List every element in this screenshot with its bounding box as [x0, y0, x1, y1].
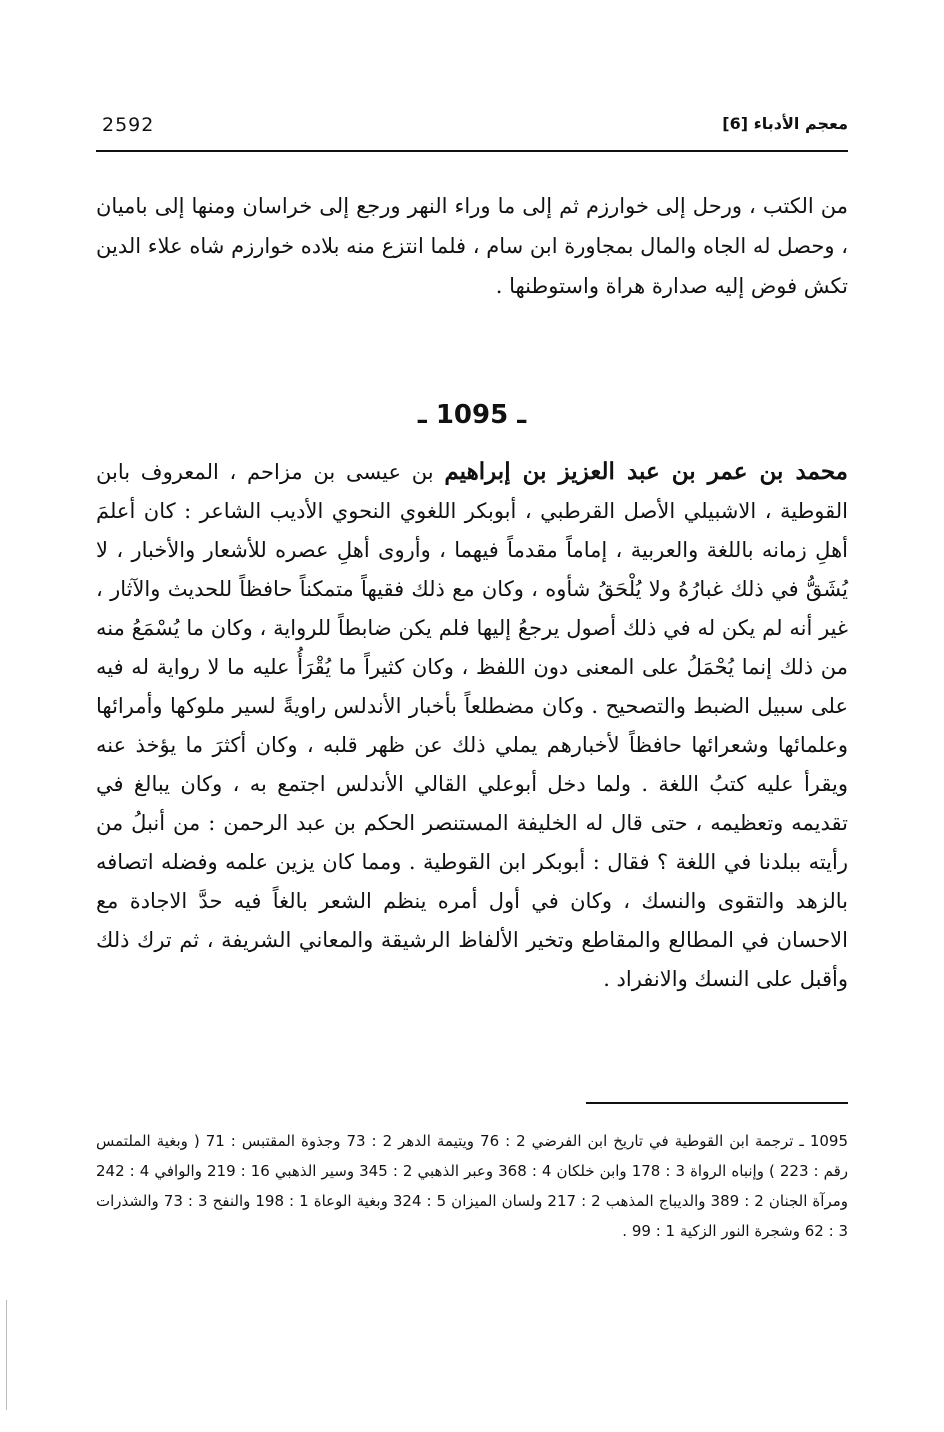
header-divider: [96, 150, 848, 152]
running-header: [96, 108, 848, 148]
entry-number: ـ 1095 ـ: [417, 400, 527, 430]
entry-body-text: بن عيسى بن مزاحم ، المعروف بابن القوطية ، الاشبيلي الأصل القرطبي ، أبوبكر اللغوي النحوي الأديب الشاعر : كان أعلمَ أهلِ زمانه باللغة والعربية ، إماماً مقدماً فيهما ، وأروى أهلِ عصره للأشعار والأخبار ، لا يُشَقُّ في ذلك غبارُهُ ولا يُلْحَقُ شأوه ، وكان مع ذلك فقيهاً متمكناً حافظاً للحديث والآثار ، غير أنه لم يكن له في ذلك أصول يرجعُ إليها فلم يكن ضابطاً للرواية ، وكان ما يُسْمَعُ منه من ذلك إنما يُحْمَلُ على المعنى دون اللفظ ، وكان كثيراً ما يُقْرَأُ عليه ما لا رواية له فيه على سبيل الضبط والتصحيح . وكان مضطلعاً بأخبار الأندلس راويةً لسير ملوكها وأمرائها وعلمائها وشعرائها حافظاً لأخبارهم يملي ذلك عن ظهر قلبه ، وكان أكثرَ ما يؤخذ عنه ويقرأ عليه كتبُ اللغة . ولما دخل أبوعلي القالي الأندلس اجتمع به ، وكان يبالغ في تقديمه وتعظيمه ، حتى قال له الخليفة المستنصر الحكم بن عبد الرحمن : من أنبلُ من رأيته ببلدنا في اللغة ؟ فقال : أبوبكر ابن القوطية . ومما كان يزين علمه وفضله اتصافه بالزهد والتقوى والنسك ، وكان في أول أمره ينظم الشعر بالغاً فيه حدَّ الاجادة مع الاحسان في المطالع والمقاطع وتخير الألفاظ الرشيقة والمعاني الشريفة ، ثم ترك ذلك وأقبل على النسك والانفراد .: [96, 460, 848, 991]
footnote: 1095 ـ ترجمة ابن القوطية في تاريخ ابن الفرضي 2 : 76 ويتيمة الدهر 2 : 73 وجذوة المقتبس : 71 ( وبغية الملتمس رقم : 223 ) وإنباه الرواة 3 : 178 وابن خلكان 4 : 368 وعبر الذهبي 2 : 345 وسير الذهبي 16 : 219 والوافي 4 : 242 ومرآة الجنان 2 : 389 والديباج المذهب 2 : 217 ولسان الميزان 5 : 324 وبغية الوعاة 1 : 198 والنفح 3 : 73 والشذرات 3 : 62 وشجرة النور الزكية 1 : 99 .: [96, 1132, 849, 1240]
book-title: معجم الأدباء [6]: [722, 114, 848, 133]
entry-subject-name: محمد بن عمر بن عبد العزيز بن إبراهيم: [444, 458, 848, 485]
page-number: 2592: [102, 114, 155, 136]
intro-paragraph: من الكتب ، ورحل إلى خوارزم ثم إلى ما وراء النهر ورجع إلى خراسان ومنها إلى باميان ، وحصل له الجاه والمال بمجاورة ابن سام ، فلما انتزع منه بلاده خوارزم شاه علاء الدين تكش فوض إليه صدارة هراة واستوطنها .: [96, 194, 848, 298]
scan-edge-line: [6, 1300, 7, 1410]
entry-paragraph: [96, 452, 848, 999]
footnote-divider: [586, 1102, 848, 1104]
